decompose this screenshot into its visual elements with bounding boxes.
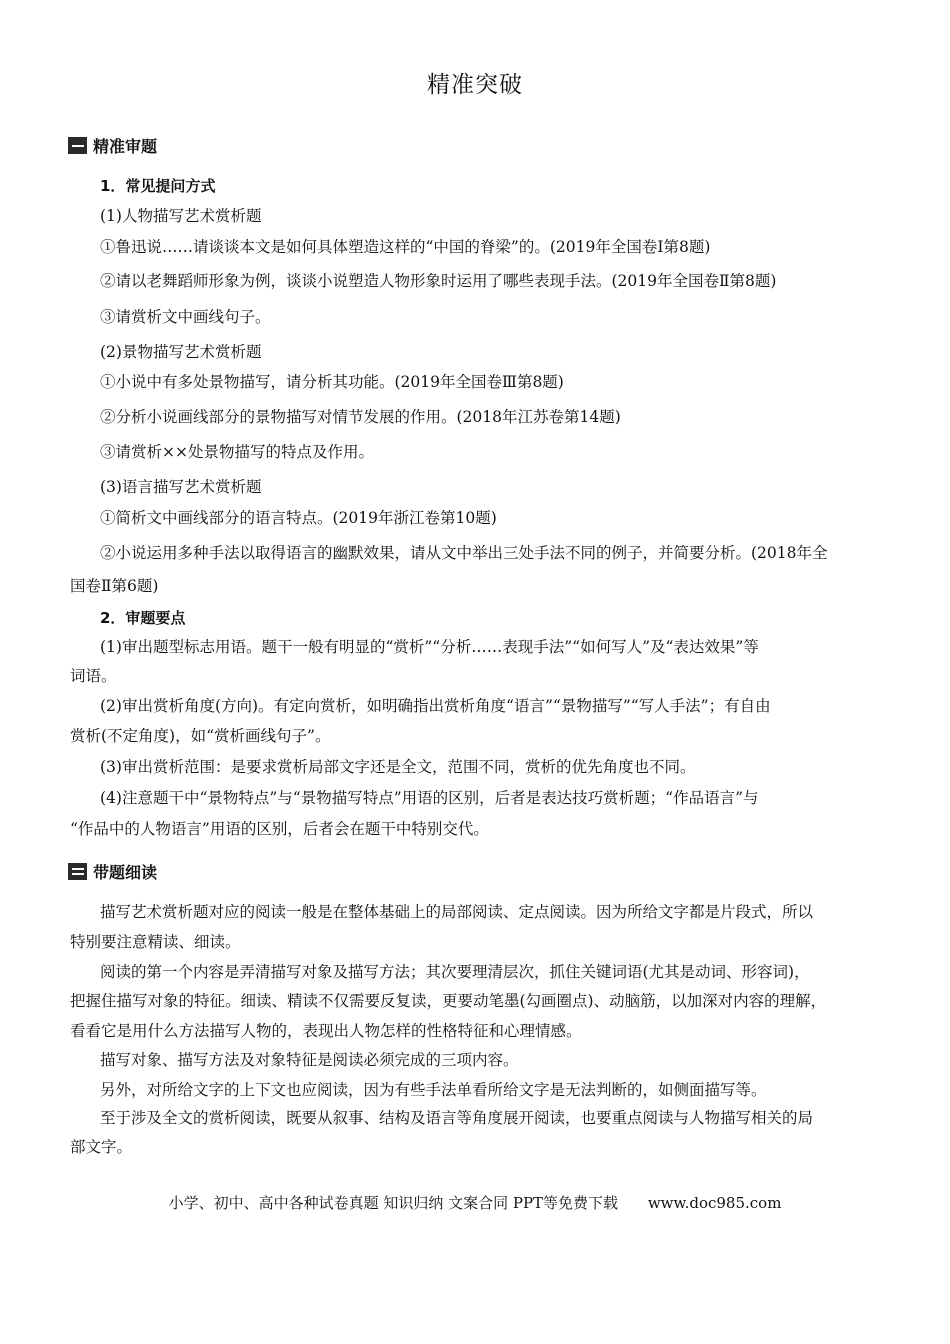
reading-paragraph: 描写对象、描写方法及对象特征是阅读必须完成的三项内容。 — [100, 1051, 519, 1069]
question-item: ①鲁迅说……请谈谈本文是如何具体塑造这样的“中国的脊梁”的。(2019年全国卷Ⅰ第8题) — [100, 238, 711, 256]
section-heading-2 — [68, 860, 157, 883]
reading-paragraph-continued: 把握住描写对象的特征。细读、精读不仅需要反复读，更要动笔墨(勾画圈点)、动脑筋，以加深对内容的理解， — [70, 992, 827, 1010]
heading-question-forms: 1．常见提问方式 — [100, 177, 216, 195]
key-point: (3)审出赏析范围：是要求赏析局部文字还是全文，范围不同，赏析的优先角度也不同。 — [100, 758, 696, 776]
heading-key-points: 2．审题要点 — [100, 609, 186, 627]
reading-paragraph: 描写艺术赏析题对应的阅读一般是在整体基础上的局部阅读、定点阅读。因为所给文字都是片段式，所以 — [100, 903, 814, 921]
key-point-continued: “作品中的人物语言”用语的区别，后者会在题干中特别交代。 — [70, 820, 489, 838]
question-item-continued: 国卷Ⅱ第6题) — [70, 577, 159, 595]
reading-paragraph: 阅读的第一个内容是弄清描写对象及描写方法；其次要理清层次，抓住关键词语(尤其是动词、形容词)， — [100, 963, 810, 981]
question-item: ①小说中有多处景物描写，请分析其功能。(2019年全国卷Ⅲ第8题) — [100, 373, 564, 391]
subheading-scenery: (2)景物描写艺术赏析题 — [100, 343, 262, 361]
question-item: ③请赏析文中画线句子。 — [100, 308, 271, 326]
reading-paragraph-continued: 部文字。 — [70, 1138, 133, 1156]
key-point-continued: 词语。 — [70, 667, 117, 685]
question-item: ①简析文中画线部分的语言特点。(2019年浙江卷第10题) — [100, 509, 497, 527]
footer-link[interactable]: www.doc985.com — [647, 1194, 782, 1212]
key-point: (1)审出题型标志用语。题干一般有明显的“赏析”“分析……表现手法”“如何写人”及“表达效果”等 — [100, 638, 759, 656]
subheading-language: (3)语言描写艺术赏析题 — [100, 478, 262, 496]
reading-paragraph-continued: 看看它是用什么方法描写人物的，表现出人物怎样的性格特征和心理情感。 — [70, 1022, 582, 1040]
reading-paragraph: 至于涉及全文的赏析阅读，既要从叙事、结构及语言等角度展开阅读，也要重点阅读与人物描写相关的局 — [100, 1109, 814, 1127]
section-badge-icon-1 — [68, 137, 87, 154]
key-point-continued: 赏析(不定角度)，如“赏析画线句子”。 — [70, 727, 331, 745]
page-footer — [0, 1192, 950, 1213]
key-point: (4)注意题干中“景物特点”与“景物描写特点”用语的区别，后者是表达技巧赏析题；“作品语言”与 — [100, 789, 759, 807]
section-heading-1 — [68, 134, 157, 157]
reading-paragraph: 另外，对所给文字的上下文也应阅读，因为有些手法单看所给文字是无法判断的，如侧面描写等。 — [100, 1081, 767, 1099]
section-title-2: 带题细读 — [93, 863, 158, 882]
question-item: ②请以老舞蹈师形象为例，谈谈小说塑造人物形象时运用了哪些表现手法。(2019年全国卷Ⅱ第8题) — [100, 272, 777, 290]
page-title: 精准突破 — [427, 72, 523, 98]
footer-text: 小学、初中、高中各种试卷真题 知识归纳 文案合同 PPT等免费下载 — [168, 1194, 619, 1212]
section-title-1: 精准审题 — [93, 137, 158, 156]
question-item: ③请赏析××处景物描写的特点及作用。 — [100, 443, 374, 461]
subheading-character: (1)人物描写艺术赏析题 — [100, 207, 262, 225]
reading-paragraph-continued: 特别要注意精读、细读。 — [70, 933, 241, 951]
key-point: (2)审出赏析角度(方向)。有定向赏析，如明确指出赏析角度“语言”“景物描写”“写人手法”；有自由 — [100, 697, 771, 715]
question-item: ②分析小说画线部分的景物描写对情节发展的作用。(2018年江苏卷第14题) — [100, 408, 621, 426]
question-item: ②小说运用多种手法以取得语言的幽默效果，请从文中举出三处手法不同的例子，并简要分析。(2018年全 — [100, 544, 828, 562]
section-badge-icon-2 — [68, 863, 87, 880]
